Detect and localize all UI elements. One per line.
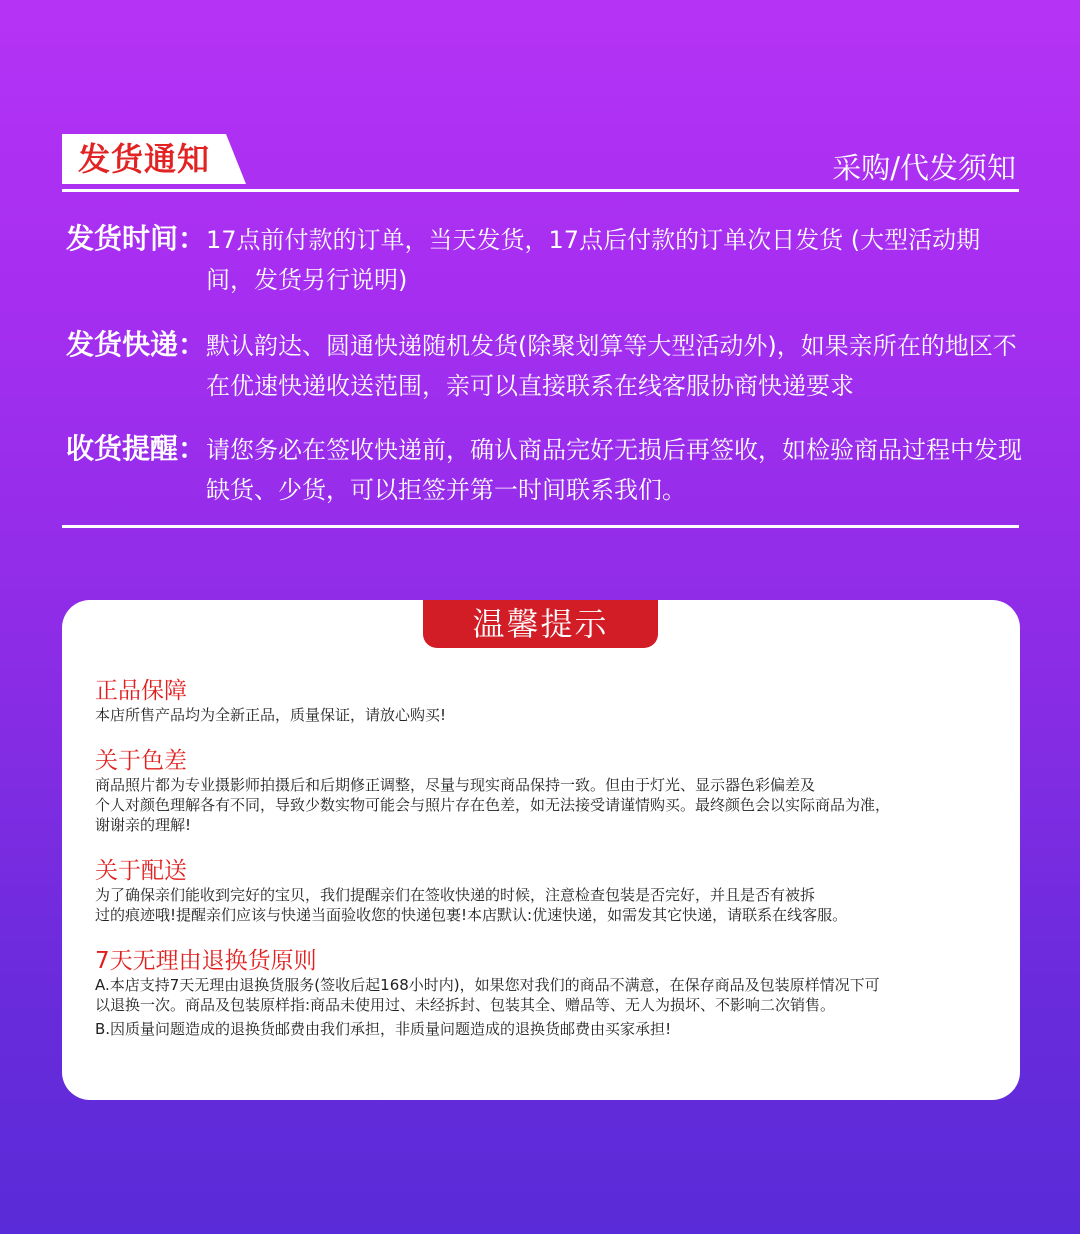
divider-bottom (62, 525, 1019, 528)
tips-section-authentic (95, 677, 995, 725)
tips-paragraph: 本店所售产品均为全新正品，质量保证，请放心购买! (95, 706, 447, 724)
shipping-time-text: 17点前付款的订单，当天发货，17点后付款的订单次日发货 (大型活动期间，发货另行说明) (206, 226, 981, 294)
shipping-courier-label: 发货快递： (66, 328, 207, 361)
shipping-courier-text: 默认韵达、圆通快递随机发货(除聚划算等大型活动外)，如果亲所在的地区不 在优速快递收送范围，亲可以直接联系在线客服协商快递要求 (206, 332, 1017, 400)
section-tag-title: 发货通知 (78, 140, 211, 178)
tips-paragraph: A.本店支持7天无理由退换货服务(签收后起168小时内)，如果您对我们的商品不满意，在保存商品及包装原样情况下可 以退换一次。商品及包装原样指:商品未使用过、未经拆封、包装其全、赠品等、无人为损坏、不影响二次销售。 (95, 976, 880, 1014)
tips-heading: 正品保障 (95, 678, 187, 704)
tips-heading: 关于配送 (95, 858, 187, 884)
tips-section-color (95, 747, 995, 835)
tips-heading: 7天无理由退换货原则 (95, 948, 317, 974)
tips-section-delivery (95, 857, 995, 925)
tips-paragraph: 为了确保亲们能收到完好的宝贝，我们提醒亲们在签收快递的时候，注意检查包装是否完好，并且是否有被拆 过的痕迹哦!提醒亲们应该与快递当面验收您的快递包裹!本店默认:优速快递，如需发其它快递，请联系在线客服。 (95, 886, 848, 924)
tips-paragraph: 商品照片都为专业摄影师拍摄后和后期修正调整，尽量与现实商品保持一致。但由于灯光、显示器色彩偏差及 个人对颜色理解各有不同，导致少数实物可能会与照片存在色差，如无法接受请谨情购买。最终颜色会以实际商品为准， 谢谢亲的理解! (95, 776, 891, 834)
section-subtitle: 采购/代发须知 (832, 151, 1016, 185)
tips-paragraph: B.因质量问题造成的退换货邮费由我们承担，非质量问题造成的退换货邮费由买家承担! (95, 1020, 672, 1038)
tips-section-returns (95, 947, 995, 1039)
receipt-reminder-label: 收货提醒： (66, 432, 207, 465)
receipt-reminder-text: 请您务必在签收快递前，确认商品完好无损后再签收，如检验商品过程中发现缺货、少货，可以拒签并第一时间联系我们。 (206, 436, 1022, 504)
shipping-time-label: 发货时间： (66, 222, 207, 255)
tips-heading: 关于色差 (95, 748, 187, 774)
divider-top (62, 189, 1019, 192)
tips-banner: 温馨提示 (423, 600, 658, 648)
